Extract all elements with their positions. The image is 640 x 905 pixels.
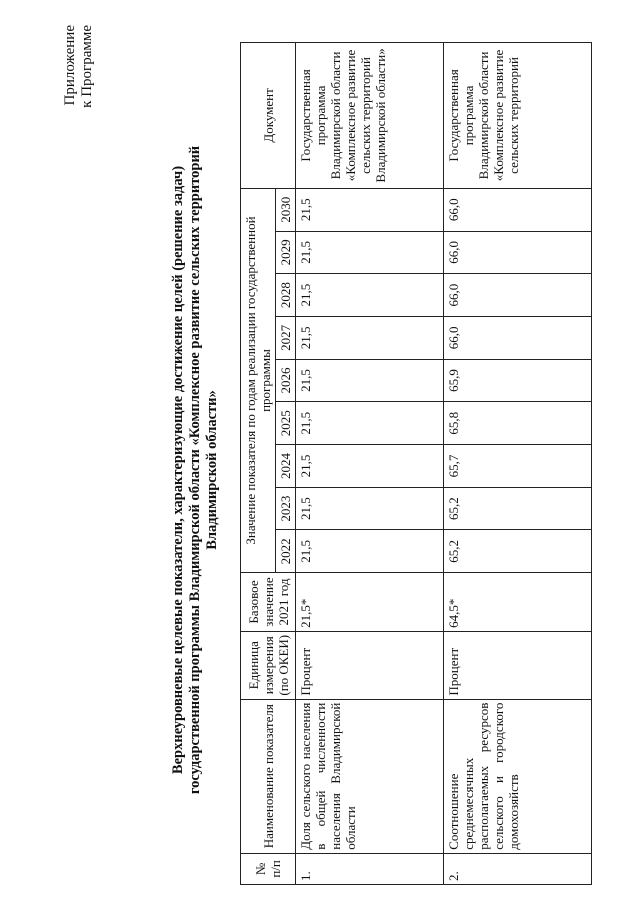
title-line-1: Верхнеуровневые целевые показатели, характеризующие достижение целей (решение задач) xyxy=(170,165,186,775)
row-value: 66,0 xyxy=(444,188,592,231)
row-value: 21,5 xyxy=(296,359,444,402)
row-num: 2. xyxy=(444,853,592,884)
header-year: 2028 xyxy=(276,274,296,317)
row-document: Государственная программа Владимирской области «Комплексное развитие сельских территорий xyxy=(444,43,592,189)
page-title xyxy=(170,125,221,815)
header-year: 2027 xyxy=(276,316,296,359)
title-line-2: государственной программы Владимирской области «Комплексное развитие сельских территорий xyxy=(187,145,203,795)
indicators-table xyxy=(240,42,592,885)
table-row xyxy=(444,43,592,885)
header-year: 2029 xyxy=(276,231,296,274)
row-value: 65,2 xyxy=(444,487,592,530)
row-value: 21,5 xyxy=(296,530,444,573)
header-year: 2024 xyxy=(276,445,296,488)
row-unit: Процент xyxy=(296,631,444,699)
header-year: 2023 xyxy=(276,487,296,530)
row-document: Государственная программа Владимирской области «Комплексное развитие сельских территорий Владимирской области» xyxy=(296,43,444,189)
row-indicator-name: Доля сельского населения в общей численности населения Владимирской области xyxy=(296,699,444,853)
header-document: Документ xyxy=(241,43,296,189)
row-value: 21,5 xyxy=(296,402,444,445)
title-line-3: Владимирской области» xyxy=(204,390,220,550)
row-value: 65,8 xyxy=(444,402,592,445)
row-value: 21,5 xyxy=(296,487,444,530)
row-num: 1. xyxy=(296,853,444,884)
row-base-value: 64,5* xyxy=(444,573,592,632)
appendix-line-2: к Программе xyxy=(79,25,95,108)
header-unit: Единица измерения (по ОКЕИ) xyxy=(241,631,296,699)
row-unit: Процент xyxy=(444,631,592,699)
row-value: 21,5 xyxy=(296,445,444,488)
row-value: 66,0 xyxy=(444,274,592,317)
header-num: № п/п xyxy=(241,853,296,884)
row-value: 65,2 xyxy=(444,530,592,573)
header-name: Наименование показателя xyxy=(241,699,296,853)
row-value: 21,5 xyxy=(296,274,444,317)
row-value: 21,5 xyxy=(296,316,444,359)
header-year: 2022 xyxy=(276,530,296,573)
header-year: 2026 xyxy=(276,359,296,402)
row-value: 65,9 xyxy=(444,359,592,402)
appendix-label xyxy=(62,25,96,145)
header-values-group: Значение показателя по годам реализации государственной программы xyxy=(241,188,276,572)
header-row-1 xyxy=(241,43,276,885)
row-base-value: 21,5* xyxy=(296,573,444,632)
row-value: 21,5 xyxy=(296,231,444,274)
appendix-line-1: Приложение xyxy=(62,25,78,106)
row-value: 66,0 xyxy=(444,316,592,359)
row-indicator-name: Соотношение среднемесячных располагаемых ресурсов сельского и городского домохозяйств xyxy=(444,699,592,853)
row-value: 65,7 xyxy=(444,445,592,488)
header-base: Базовое значение 2021 год xyxy=(241,573,296,632)
header-year: 2030 xyxy=(276,188,296,231)
header-year: 2025 xyxy=(276,402,296,445)
row-value: 21,5 xyxy=(296,188,444,231)
row-value: 66,0 xyxy=(444,231,592,274)
table-row xyxy=(296,43,444,885)
